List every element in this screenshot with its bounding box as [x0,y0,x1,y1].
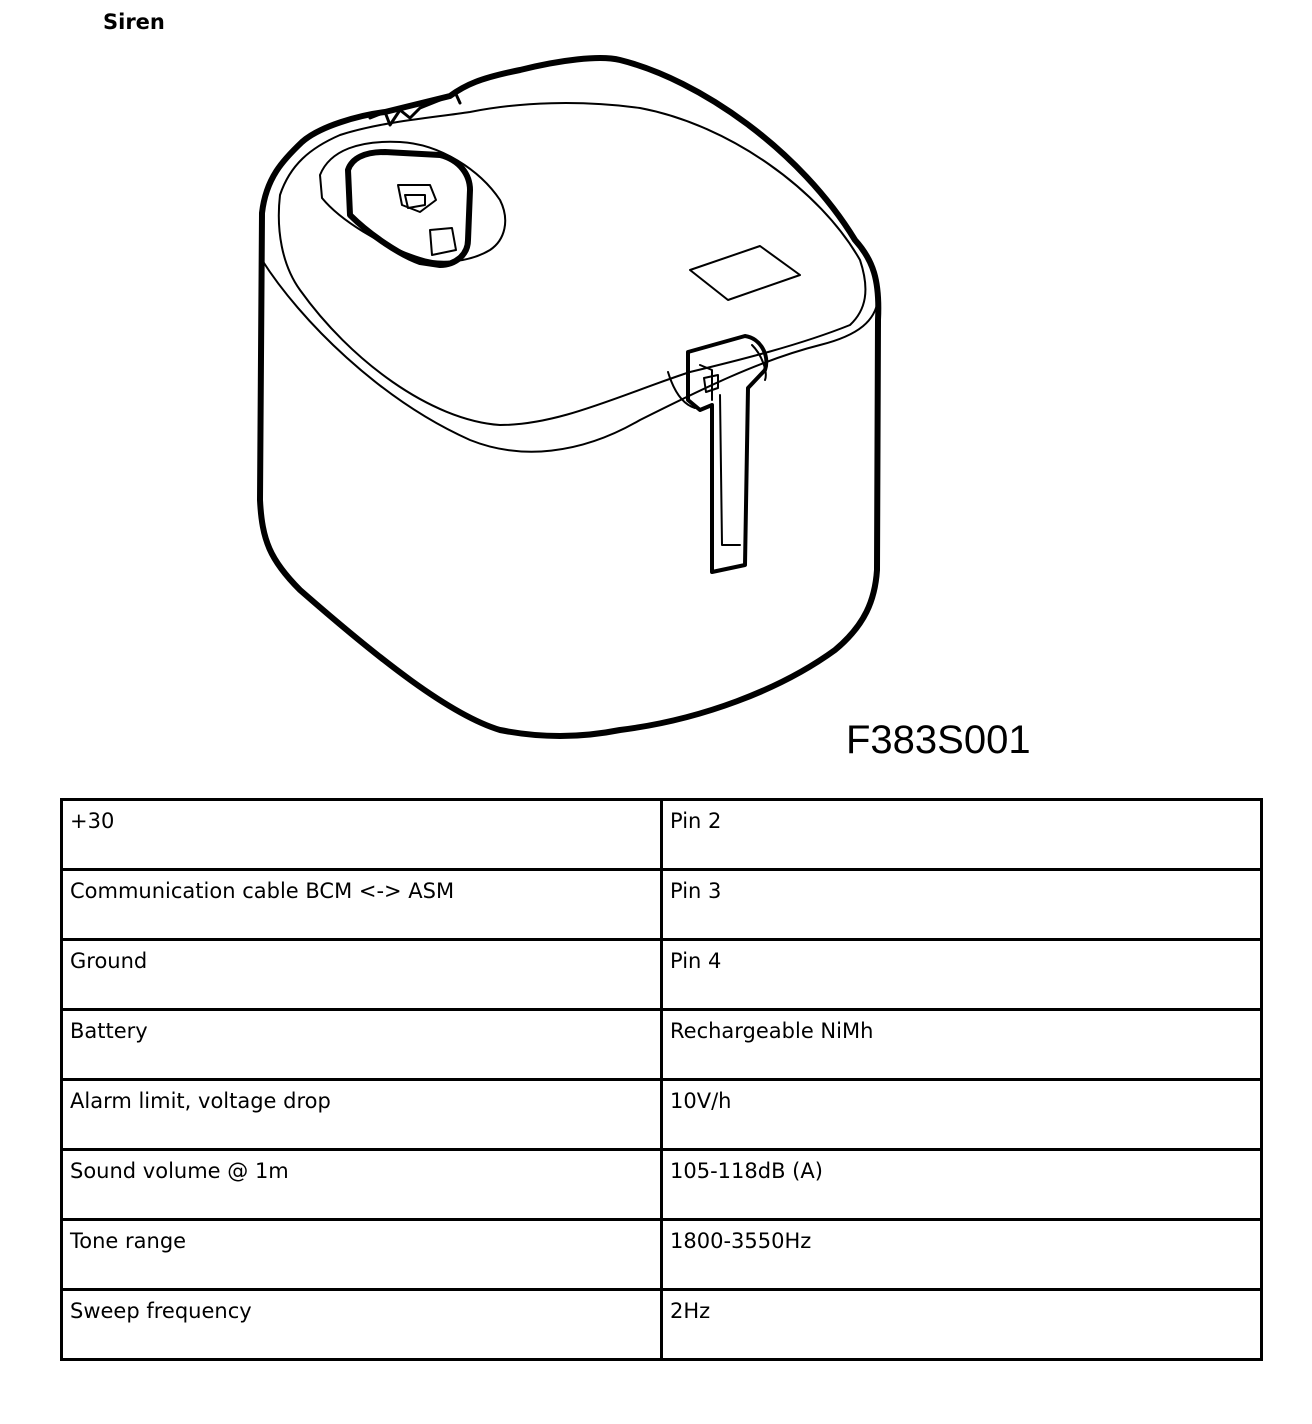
table-row [62,1150,1262,1220]
spec-value: 1800-3550Hz [662,1220,1262,1290]
spec-value: 2Hz [662,1290,1262,1360]
table-row [62,800,1262,870]
spec-value: 10V/h [662,1080,1262,1150]
spec-value: 105-118dB (A) [662,1150,1262,1220]
spec-label: +30 [62,800,662,870]
table-row [62,1220,1262,1290]
connector-latch [398,185,436,212]
spec-label: Sweep frequency [62,1290,662,1360]
spec-label: Communication cable BCM <-> ASM [62,870,662,940]
label-plate [690,246,800,300]
mounting-bracket [688,336,766,572]
siren-lid-edge [262,260,878,452]
spec-label: Battery [62,1010,662,1080]
siren-illustration [240,40,900,750]
table-row [62,1080,1262,1150]
spec-label: Tone range [62,1220,662,1290]
table-row [62,940,1262,1010]
table-row [62,1290,1262,1360]
figure-code: F383S001 [846,718,1031,762]
spec-value: Pin 3 [662,870,1262,940]
table-row [62,870,1262,940]
spec-table [60,798,1263,1361]
table-row [62,1010,1262,1080]
spec-label: Alarm limit, voltage drop [62,1080,662,1150]
spec-label: Ground [62,940,662,1010]
spec-label: Sound volume @ 1m [62,1150,662,1220]
spec-value: Pin 4 [662,940,1262,1010]
spec-value: Pin 2 [662,800,1262,870]
spec-value: Rechargeable NiMh [662,1010,1262,1080]
page-title: Siren [103,10,165,34]
